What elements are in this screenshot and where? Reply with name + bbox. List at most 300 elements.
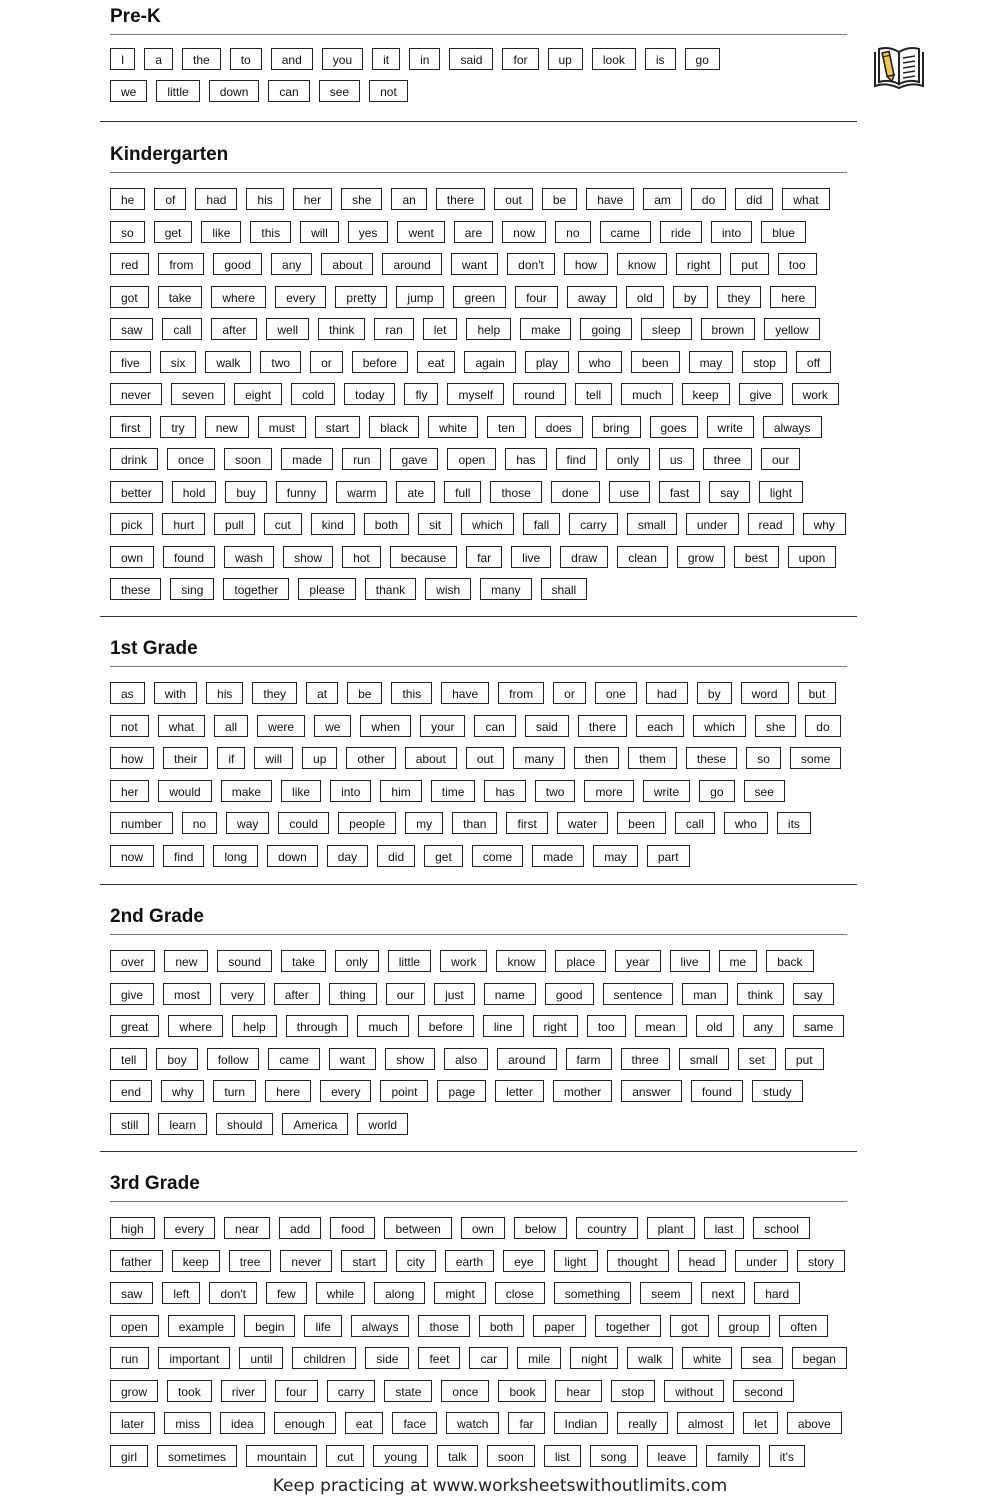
sight-word: same: [793, 1015, 844, 1037]
sight-word: those: [490, 481, 541, 503]
sight-word: always: [351, 1315, 410, 1337]
sight-word: new: [205, 416, 249, 438]
title-underline: [110, 934, 847, 935]
sight-word: small: [627, 513, 677, 535]
sight-word: few: [266, 1282, 307, 1304]
sight-word: little: [156, 80, 199, 102]
sight-word: been: [631, 351, 680, 373]
title-underline: [110, 172, 847, 173]
sight-word: no: [555, 221, 590, 243]
sight-word: right: [533, 1015, 578, 1037]
sight-word: book: [498, 1380, 546, 1402]
sight-word: never: [280, 1250, 332, 1272]
sight-word: goes: [650, 416, 698, 438]
sight-word: do: [805, 715, 840, 737]
sight-word: about: [321, 253, 373, 275]
sight-word: try: [160, 416, 195, 438]
sight-word: sound: [217, 950, 272, 972]
sight-word: near: [224, 1217, 270, 1239]
sight-word: into: [330, 780, 371, 802]
sight-word: who: [724, 812, 768, 834]
sight-word: after: [211, 318, 257, 340]
sight-word: a: [144, 48, 173, 70]
sight-word: made: [281, 448, 333, 470]
sight-word: three: [621, 1048, 670, 1070]
sight-word: thought: [607, 1250, 669, 1272]
sight-word: mile: [517, 1347, 561, 1369]
sight-word: man: [682, 983, 727, 1005]
sight-word: way: [226, 812, 269, 834]
sight-word: old: [696, 1015, 734, 1037]
sight-word: call: [162, 318, 202, 340]
sight-word: I: [110, 48, 135, 70]
sight-word: story: [797, 1250, 845, 1272]
sight-word: four: [275, 1380, 318, 1402]
sight-word: wash: [224, 546, 274, 568]
sight-word: him: [380, 780, 421, 802]
sight-word: from: [498, 682, 544, 704]
sight-word: little: [388, 950, 431, 972]
sight-word: his: [246, 188, 283, 210]
sight-word: many: [513, 747, 564, 769]
sight-word: go: [685, 48, 720, 70]
sight-word: upon: [788, 546, 837, 568]
sight-word: father: [110, 1250, 163, 1272]
sight-word: carry: [569, 513, 618, 535]
section-title: 1st Grade: [110, 638, 198, 659]
sight-word: find: [556, 448, 597, 470]
sight-word: people: [338, 812, 396, 834]
sight-word: show: [283, 546, 333, 568]
sight-word: time: [431, 780, 476, 802]
sight-word: think: [737, 983, 784, 1005]
sight-word: tree: [229, 1250, 272, 1272]
sight-word: these: [110, 578, 161, 600]
sight-word: those: [418, 1315, 469, 1337]
sight-word: began: [792, 1347, 847, 1369]
sight-word: they: [252, 682, 297, 704]
sight-word: example: [168, 1315, 235, 1337]
sight-word: up: [302, 747, 337, 769]
sight-word: work: [792, 383, 839, 405]
sight-word: with: [154, 682, 197, 704]
sight-word: run: [110, 1347, 149, 1369]
sight-word: found: [163, 546, 215, 568]
sight-word: his: [206, 682, 243, 704]
sight-word: head: [678, 1250, 727, 1272]
sight-word: made: [532, 845, 584, 867]
sight-word: please: [298, 578, 355, 600]
sight-word: today: [344, 383, 395, 405]
sight-word: until: [239, 1347, 283, 1369]
sight-word: would: [158, 780, 211, 802]
sight-word: done: [551, 481, 600, 503]
sight-word: does: [535, 416, 583, 438]
sight-word: so: [110, 221, 145, 243]
sight-word: light: [759, 481, 803, 503]
sight-word: start: [341, 1250, 386, 1272]
section-divider: [100, 121, 857, 122]
sight-word: work: [440, 950, 487, 972]
sight-word: been: [617, 812, 666, 834]
sight-word: under: [686, 513, 739, 535]
sight-word: answer: [621, 1080, 682, 1102]
word-list: [100, 1217, 857, 1467]
sight-word: day: [327, 845, 368, 867]
sight-word: sea: [741, 1347, 782, 1369]
sight-word: are: [454, 221, 493, 243]
section-3rd-grade: [100, 1173, 857, 1467]
sight-word: fall: [523, 513, 560, 535]
sight-word: face: [392, 1412, 437, 1434]
sight-word: small: [679, 1048, 729, 1070]
word-list: [100, 950, 857, 1135]
sight-word: below: [514, 1217, 567, 1239]
section-title: Pre-K: [110, 6, 161, 27]
sight-word: don't: [507, 253, 555, 275]
sight-word: who: [578, 351, 622, 373]
sight-word: if: [217, 747, 245, 769]
sight-word: cut: [264, 513, 302, 535]
sight-word: miss: [164, 1412, 211, 1434]
sight-word: ride: [660, 221, 702, 243]
sight-word: can: [474, 715, 515, 737]
sight-word: came: [600, 221, 651, 243]
sight-word: school: [753, 1217, 810, 1239]
sight-word: is: [645, 48, 676, 70]
sight-word: but: [798, 682, 837, 704]
sight-word: own: [461, 1217, 505, 1239]
sight-word: there: [578, 715, 627, 737]
sight-word: use: [609, 481, 650, 503]
sight-word: make: [520, 318, 571, 340]
sight-word: car: [469, 1347, 508, 1369]
sight-word: start: [315, 416, 360, 438]
sight-word: grow: [677, 546, 725, 568]
sight-word: here: [770, 286, 816, 308]
sight-word: buy: [225, 481, 266, 503]
sight-word: round: [513, 383, 566, 405]
sight-word: be: [347, 682, 382, 704]
sight-word: hold: [172, 481, 217, 503]
sight-word: white: [682, 1347, 732, 1369]
sight-word: most: [163, 983, 211, 1005]
sight-word: full: [444, 481, 481, 503]
sight-word: list: [544, 1445, 581, 1467]
sight-word: run: [342, 448, 381, 470]
sight-word: idea: [220, 1412, 265, 1434]
sight-word: put: [785, 1048, 824, 1070]
sight-word: eye: [503, 1250, 544, 1272]
sight-word: end: [110, 1080, 152, 1102]
sight-word: paper: [533, 1315, 586, 1337]
sight-word: saw: [110, 1282, 153, 1304]
sight-word: every: [320, 1080, 371, 1102]
sight-word: get: [154, 221, 193, 243]
sight-word: be: [542, 188, 577, 210]
sight-word: girl: [110, 1445, 148, 1467]
sight-word: live: [511, 546, 551, 568]
sight-word: down: [209, 80, 260, 102]
sight-word: where: [211, 286, 266, 308]
sight-word: draw: [560, 546, 608, 568]
sight-word: open: [447, 448, 496, 470]
sight-word: something: [554, 1282, 631, 1304]
sight-word: sleep: [641, 318, 692, 340]
sight-word: close: [495, 1282, 545, 1304]
sight-word: don't: [209, 1282, 257, 1304]
sight-word: mean: [635, 1015, 687, 1037]
word-list: [100, 48, 760, 102]
sight-word: group: [718, 1315, 771, 1337]
sight-word: much: [621, 383, 672, 405]
sight-word: show: [385, 1048, 435, 1070]
sight-word: can: [268, 80, 309, 102]
sight-word: far: [508, 1412, 544, 1434]
sight-word: two: [535, 780, 576, 802]
sight-word: think: [318, 318, 365, 340]
sight-word: say: [709, 481, 750, 503]
sight-word: seven: [171, 383, 225, 405]
sight-word: before: [352, 351, 408, 373]
sight-word: may: [593, 845, 638, 867]
sight-word: why: [803, 513, 846, 535]
sight-word: them: [628, 747, 677, 769]
sight-word: our: [761, 448, 800, 470]
sight-word: have: [586, 188, 634, 210]
sight-word: where: [168, 1015, 223, 1037]
sight-word: night: [570, 1347, 618, 1369]
sight-word: fast: [659, 481, 700, 503]
sight-word: while: [316, 1282, 365, 1304]
sight-word: wish: [425, 578, 471, 600]
sight-word: help: [232, 1015, 277, 1037]
sight-word: three: [703, 448, 752, 470]
sight-word: almost: [677, 1412, 734, 1434]
sight-word: had: [195, 188, 237, 210]
sight-word: last: [704, 1217, 745, 1239]
sight-word: sit: [418, 513, 452, 535]
sight-word: call: [675, 812, 715, 834]
sight-word: watch: [446, 1412, 499, 1434]
sight-word: ten: [487, 416, 526, 438]
sight-word: fly: [404, 383, 438, 405]
sight-word: soon: [224, 448, 272, 470]
sight-word: every: [275, 286, 326, 308]
sight-word: walk: [627, 1347, 673, 1369]
sight-word: four: [515, 286, 558, 308]
sight-word: went: [397, 221, 444, 243]
sight-word: not: [110, 715, 149, 737]
section-kindergarten: [100, 144, 857, 600]
sight-word: look: [592, 48, 636, 70]
sight-word: now: [110, 845, 154, 867]
sight-word: want: [451, 253, 498, 275]
sight-word: together: [595, 1315, 661, 1337]
sight-word: thing: [329, 983, 377, 1005]
sight-word: let: [423, 318, 458, 340]
sight-word: from: [158, 253, 204, 275]
sight-word: back: [766, 950, 813, 972]
sight-word: enough: [274, 1412, 336, 1434]
sight-word: once: [167, 448, 215, 470]
sight-word: you: [322, 48, 363, 70]
sight-word: once: [441, 1380, 489, 1402]
sight-word: thank: [365, 578, 416, 600]
sight-word: am: [643, 188, 682, 210]
sight-word: let: [743, 1412, 778, 1434]
sight-word: left: [162, 1282, 200, 1304]
sight-word: out: [466, 747, 505, 769]
sight-word: first: [506, 812, 547, 834]
sight-word: green: [453, 286, 506, 308]
sight-word: into: [711, 221, 752, 243]
sight-word: in: [409, 48, 440, 70]
sight-word: funny: [276, 481, 327, 503]
sight-word: as: [110, 682, 145, 704]
sight-word: play: [525, 351, 569, 373]
sight-word: will: [300, 221, 339, 243]
sight-word: some: [790, 747, 841, 769]
sight-word: every: [164, 1217, 215, 1239]
sight-word: she: [341, 188, 382, 210]
sight-word: six: [160, 351, 197, 373]
sight-word: jump: [396, 286, 444, 308]
sight-word: next: [701, 1282, 746, 1304]
sight-word: seem: [640, 1282, 691, 1304]
word-list: [100, 188, 857, 600]
sight-word: her: [110, 780, 149, 802]
sight-word: had: [646, 682, 688, 704]
sight-word: between: [384, 1217, 451, 1239]
sight-word: each: [636, 715, 684, 737]
sight-word: just: [434, 983, 475, 1005]
sight-word: tell: [575, 383, 612, 405]
sight-word: learn: [158, 1113, 207, 1135]
sight-word: found: [691, 1080, 743, 1102]
sight-word: hot: [342, 546, 381, 568]
sight-word: there: [436, 188, 485, 210]
sight-word: carry: [327, 1380, 376, 1402]
sight-word: an: [391, 188, 426, 210]
sight-word: over: [110, 950, 155, 972]
sight-word: we: [314, 715, 351, 737]
sight-word: also: [444, 1048, 488, 1070]
sight-word: what: [782, 188, 829, 210]
sight-word: myself: [447, 383, 504, 405]
sight-word: only: [335, 950, 379, 972]
sight-word: city: [396, 1250, 436, 1272]
sight-word: said: [449, 48, 493, 70]
sight-word: keep: [682, 383, 730, 405]
sight-word: off: [796, 351, 831, 373]
sight-word: eight: [234, 383, 282, 405]
sight-word: important: [158, 1347, 230, 1369]
sight-word: family: [706, 1445, 759, 1467]
sight-word: line: [483, 1015, 524, 1037]
sight-word: pull: [214, 513, 255, 535]
sight-word: other: [346, 747, 395, 769]
sight-word: down: [267, 845, 318, 867]
sight-word: could: [278, 812, 329, 834]
sight-word: the: [182, 48, 221, 70]
sight-word: sometimes: [157, 1445, 237, 1467]
sight-word: too: [778, 253, 817, 275]
sight-word: bring: [592, 416, 641, 438]
section-divider: [100, 616, 857, 617]
sight-word: red: [110, 253, 149, 275]
sight-word: warm: [336, 481, 387, 503]
sight-word: both: [364, 513, 409, 535]
sight-word: what: [158, 715, 205, 737]
sight-word: mountain: [246, 1445, 317, 1467]
sight-word: which: [461, 513, 514, 535]
section-2nd-grade: [100, 906, 857, 1135]
sight-word: or: [553, 682, 586, 704]
sight-word: got: [110, 286, 149, 308]
title-underline: [110, 34, 847, 35]
section-title: Kindergarten: [110, 144, 229, 165]
sight-word: how: [564, 253, 608, 275]
sight-word: live: [670, 950, 710, 972]
book-pencil-icon: [872, 44, 926, 92]
sight-word: long: [213, 845, 258, 867]
sight-word: walk: [205, 351, 251, 373]
sight-word: after: [274, 983, 320, 1005]
sight-word: find: [163, 845, 204, 867]
sight-word: they: [717, 286, 762, 308]
word-list: [100, 682, 857, 867]
sight-word: children: [292, 1347, 356, 1369]
sight-word: river: [221, 1380, 266, 1402]
sight-word: name: [484, 983, 536, 1005]
sight-word: might: [434, 1282, 485, 1304]
sight-word: she: [755, 715, 796, 737]
sight-word: point: [380, 1080, 428, 1102]
sight-word: our: [386, 983, 425, 1005]
sight-word: about: [405, 747, 457, 769]
sight-word: far: [466, 546, 502, 568]
sight-word: open: [110, 1315, 159, 1337]
sight-word: make: [221, 780, 272, 802]
sight-word: kind: [311, 513, 355, 535]
sight-word: we: [110, 80, 147, 102]
sight-word: sing: [170, 578, 214, 600]
footer-note: Keep practicing at www.worksheetswithoutlimits.com: [272, 1476, 728, 1496]
sight-word: boy: [156, 1048, 197, 1070]
sight-word: take: [158, 286, 203, 308]
sight-word: when: [360, 715, 411, 737]
sight-word: will: [254, 747, 293, 769]
sight-word: ran: [374, 318, 413, 340]
section-divider: [100, 884, 857, 885]
sight-word: keep: [172, 1250, 220, 1272]
sight-word: take: [281, 950, 326, 972]
sight-word: farm: [566, 1048, 612, 1070]
section-divider: [100, 1151, 857, 1152]
sight-word: it: [372, 48, 400, 70]
sight-word: write: [707, 416, 754, 438]
sight-word: may: [689, 351, 734, 373]
sight-word: like: [201, 221, 241, 243]
sight-word: by: [697, 682, 732, 704]
sight-word: soon: [487, 1445, 535, 1467]
sight-word: cut: [326, 1445, 364, 1467]
section-title: 3rd Grade: [110, 1173, 200, 1194]
sight-word: together: [223, 578, 289, 600]
sight-word: again: [464, 351, 515, 373]
sight-word: song: [590, 1445, 638, 1467]
